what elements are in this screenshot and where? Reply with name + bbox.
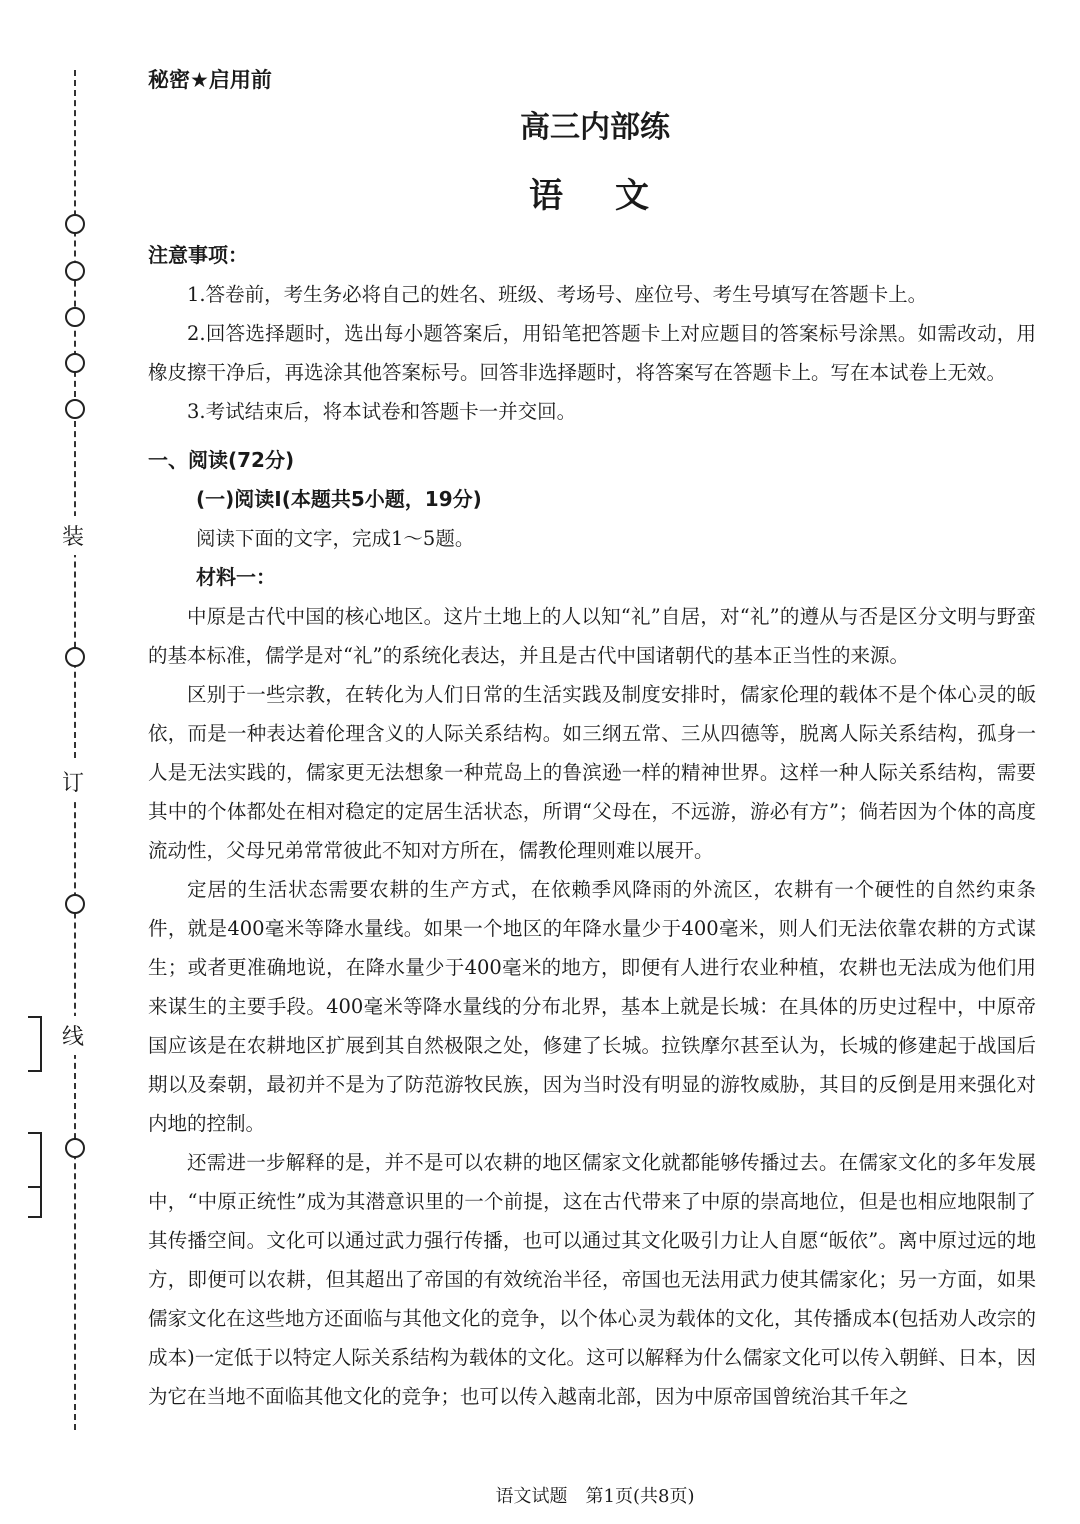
- notice-item: 1.答卷前，考生务必将自己的姓名、班级、考场号、座位号、考生号填写在答题卡上。: [187, 283, 928, 306]
- binding-char-zhuang: 装: [62, 516, 84, 555]
- binding-bracket-icon: [28, 1132, 42, 1188]
- binding-bracket-icon: [28, 1186, 42, 1218]
- binding-margin: [0, 0, 140, 1524]
- binding-hole-circle-icon: [65, 307, 85, 327]
- binding-char-ding: 订: [62, 762, 84, 801]
- section-heading: 一、阅读(72分): [148, 448, 295, 472]
- passage-paragraph: 还需进一步解释的是，并不是可以农耕的地区儒家文化就都能够传播过去。在儒家文化的多年发展中，“中原正统性”成为其潜意识里的一个前提，这在古代带来了中原的崇高地位，但是也相应地限制了其传播空间。文化可以通过武力强行传播，也可以通过其文化吸引力让人自愿“皈依”。离中原过远的地方，即便可以农耕，但其超出了帝国的有效统治半径，帝国也无法用武力使其儒家化；另一方面，如果儒家文化在这些地方还面临与其他文化的竞争，以个体心灵为载体的文化，其传播成本(包括劝人改宗的成本)一定低于以特定人际关系结构为载体的文化。这可以解释为什么儒家文化可以传入朝鲜、日本，因为它在当地不面临其他文化的竞争；也可以传入越南北部，因为中原帝国曾统治其千年之: [148, 1151, 1036, 1408]
- passage-paragraph: 定居的生活状态需要农耕的生产方式，在依赖季风降雨的外流区，农耕有一个硬性的自然约束条件，就是400毫米等降水量线。如果一个地区的年降水量少于400毫米，则人们无法依靠农耕的方式谋生；或者更准确地说，在降水量少于400毫米的地方，即便有人进行农业种植，农耕也无法成为他们用来谋生的主要手段。400毫米等降水量线的分布北界，基本上就是长城：在具体的历史过程中，中原帝国应该是在农耕地区扩展到其自然极限之处，修建了长城。拉铁摩尔甚至认为，长城的修建起于战国后期以及秦朝，最初并不是为了防范游牧民族，因为当时没有明显的游牧威胁，其目的反倒是用来强化对内地的控制。: [148, 878, 1036, 1135]
- reading-instruction: 阅读下面的文字，完成1～5题。: [196, 527, 475, 550]
- notice-heading: 注意事项：: [148, 243, 248, 267]
- subsection-heading: (一)阅读Ⅰ(本题共5小题，19分): [196, 487, 482, 511]
- binding-hole-circle-icon: [65, 353, 85, 373]
- binding-hole-circle-icon: [65, 214, 85, 234]
- binding-hole-circle-icon: [65, 1138, 85, 1158]
- exam-title: 高三内部练: [520, 110, 670, 145]
- binding-hole-circle-icon: [65, 399, 85, 419]
- exam-content: [148, 236, 1036, 1416]
- page-footer: 语文试题 第1页(共8页): [495, 1486, 695, 1507]
- binding-hole-circle-icon: [65, 894, 85, 914]
- passage-paragraph: 中原是古代中国的核心地区。这片土地上的人以知“礼”自居，对“礼”的遵从与否是区分文明与野蛮的基本标准，儒学是对“礼”的系统化表达，并且是古代中国诸朝代的基本正当性的来源。: [148, 605, 1036, 667]
- secret-mark: 秘密★启用前: [148, 68, 272, 92]
- notice-item: 2.回答选择题时，选出每小题答案后，用铅笔把答题卡上对应题目的答案标号涂黑。如需改动，用橡皮擦干净后，再选涂其他答案标号。回答非选择题时，将答案写在答题卡上。写在本试卷上无效。: [148, 322, 1036, 384]
- binding-bracket-icon: [28, 1016, 42, 1072]
- passage-paragraph: 区别于一些宗教，在转化为人们日常的生活实践及制度安排时，儒家伦理的载体不是个体心灵的皈依，而是一种表达着伦理含义的人际关系结构。如三纲五常、三从四德等，脱离人际关系结构，孤身一人是无法实践的，儒家更无法想象一种荒岛上的鲁滨逊一样的精神世界。这样一种人际关系结构，需要其中的个体都处在相对稳定的定居生活状态，所谓“父母在，不远游，游必有方”；倘若因为个体的高度流动性，父母兄弟常常彼此不知对方所在，儒教伦理则难以展开。: [148, 683, 1036, 862]
- binding-hole-circle-icon: [65, 647, 85, 667]
- binding-char-xian: 线: [62, 1016, 84, 1055]
- subject-title: 语文: [529, 176, 701, 216]
- binding-hole-circle-icon: [65, 261, 85, 281]
- material-label: 材料一：: [196, 565, 276, 589]
- notice-item: 3.考试结束后，将本试卷和答题卡一并交回。: [187, 400, 577, 423]
